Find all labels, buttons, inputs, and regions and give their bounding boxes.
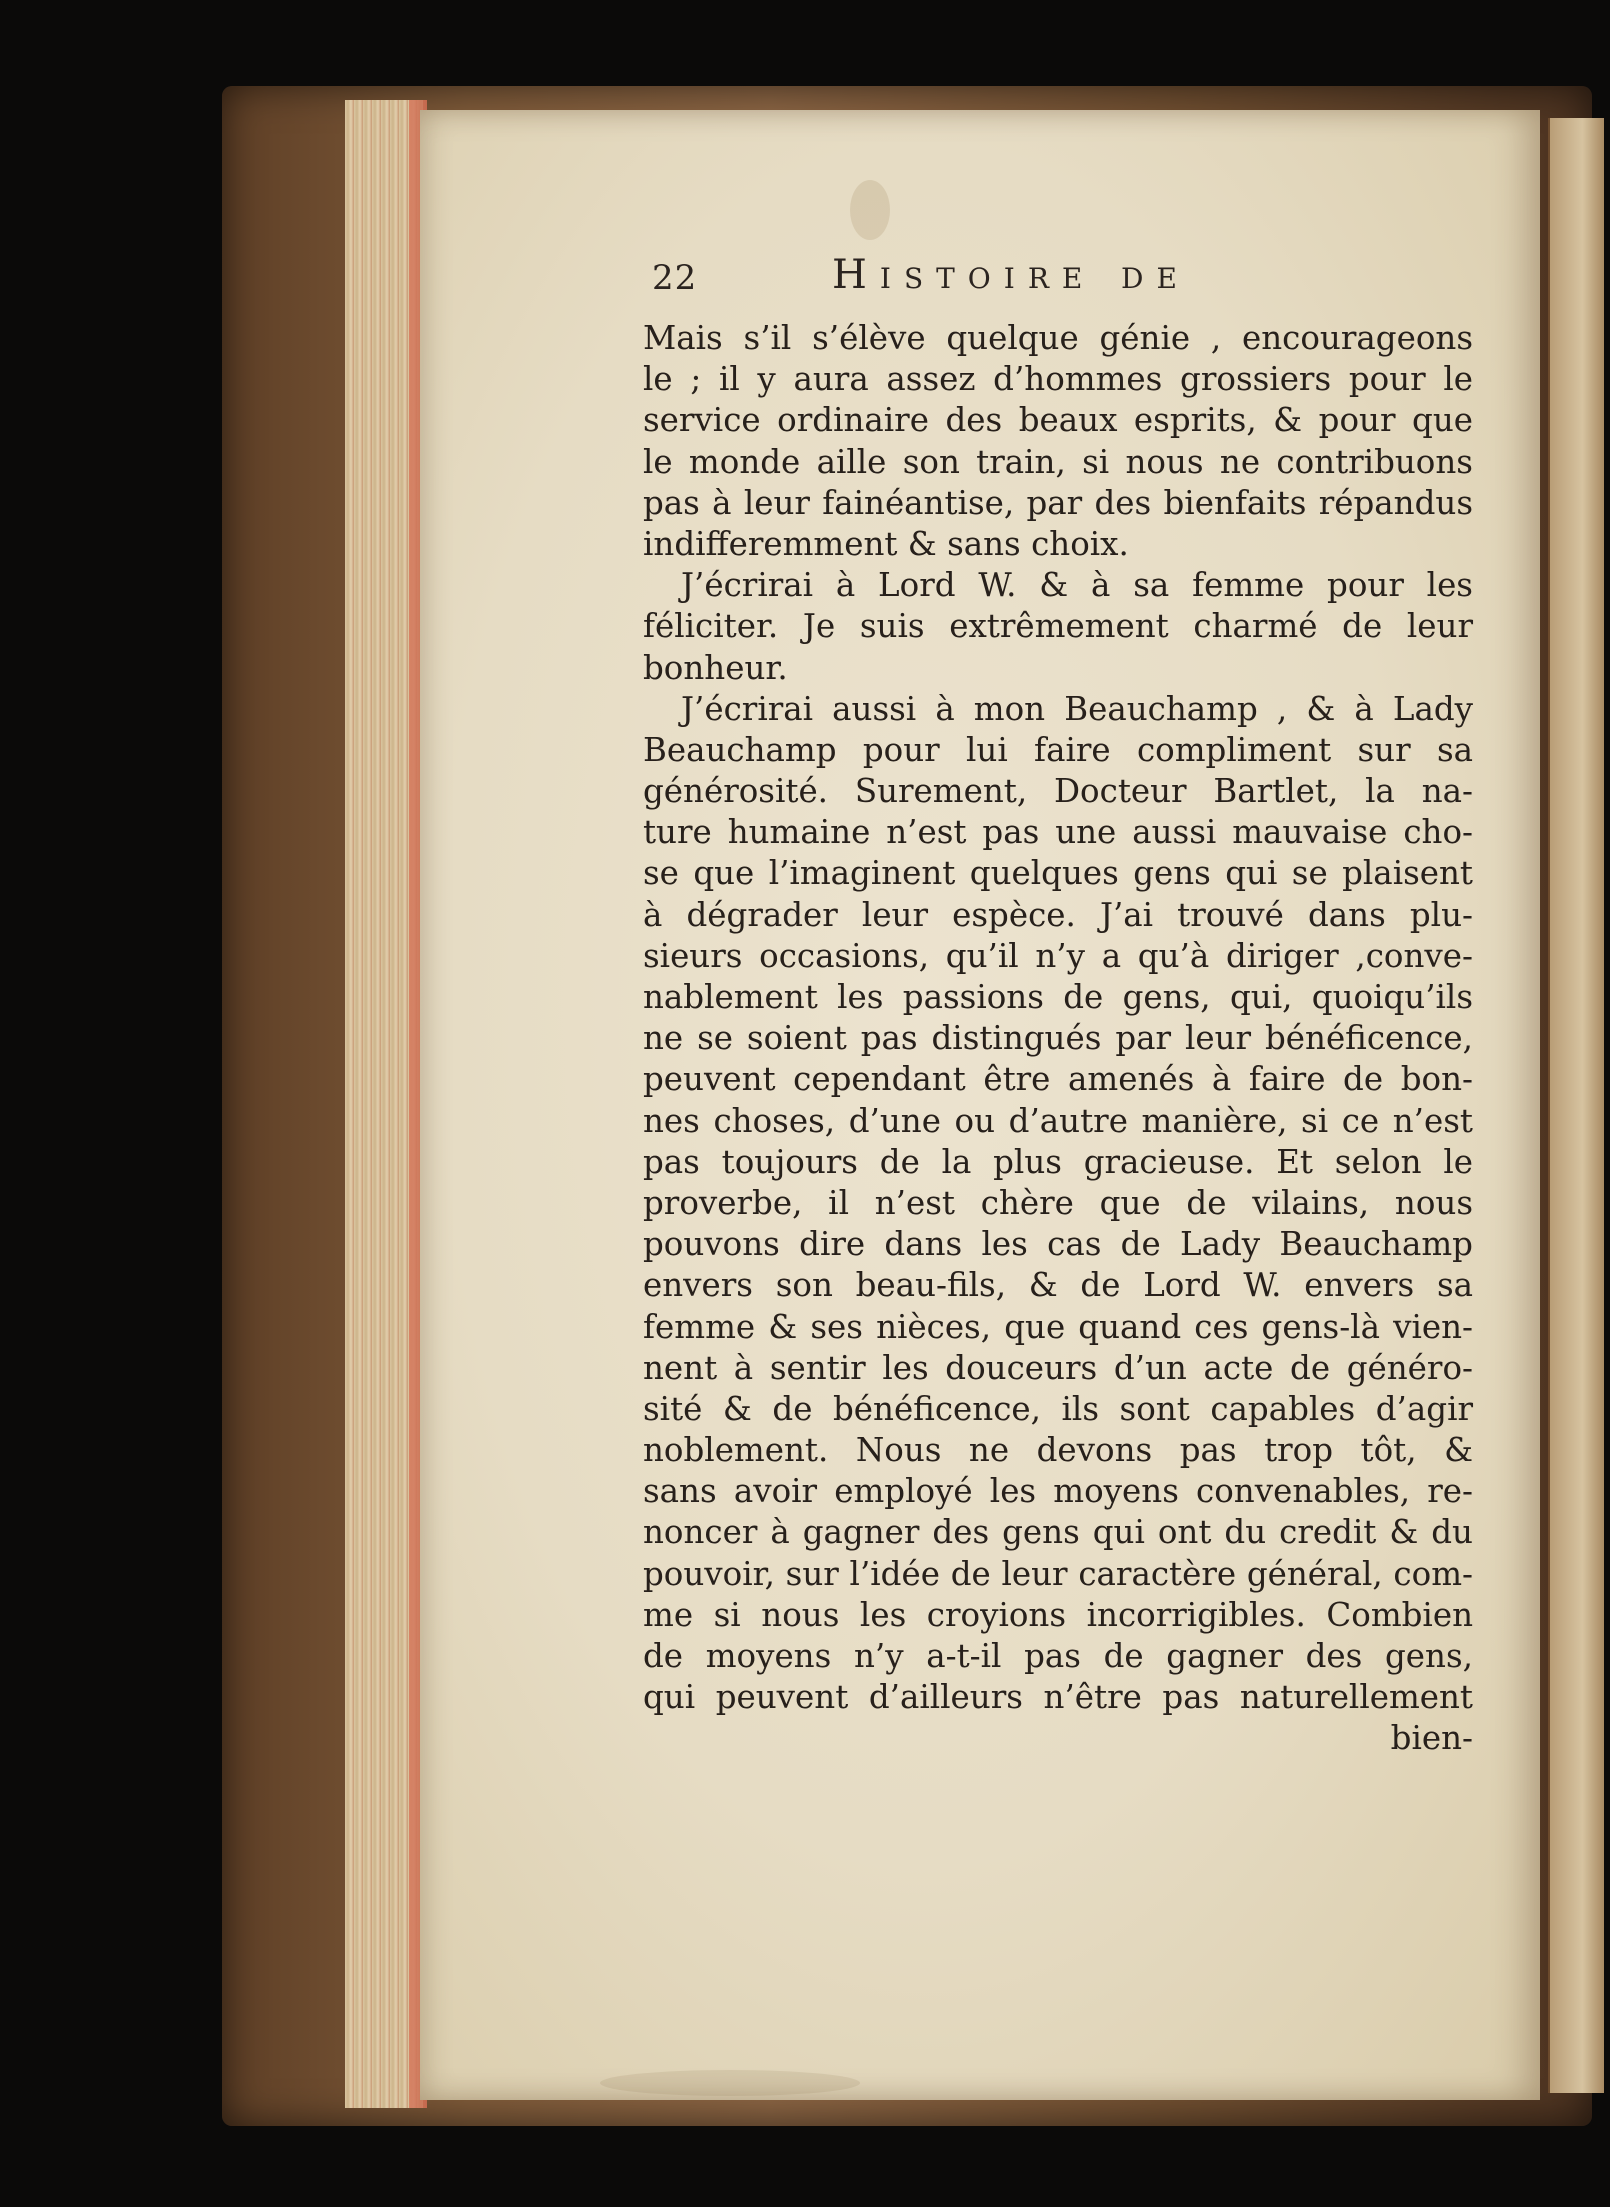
text-line: le ; il y aura assez d’hommes grossiers pour le bbox=[643, 360, 1473, 399]
text-line: Beauchamp pour lui faire compliment sur sa bbox=[643, 730, 1473, 769]
text-line: noblement. Nous ne devons pas trop tôt, & bbox=[643, 1431, 1473, 1470]
text-line: pas toujours de la plus gracieuse. Et selon le bbox=[643, 1142, 1473, 1181]
text-line: nes choses, d’une ou d’autre manière, si ce n’est bbox=[643, 1101, 1473, 1140]
text-line: féliciter. Je suis extrêmement charmé de leur bbox=[643, 607, 1473, 646]
text-line: pas à leur fainéantise, par des bienfaits répandus bbox=[643, 483, 1473, 522]
text-line: sité & de bénéficence, ils sont capables d’agir bbox=[643, 1389, 1473, 1428]
text-line: peuvent cependant être amenés à faire de bon- bbox=[643, 1060, 1473, 1099]
text-line: générosité. Surement, Docteur Bartlet, la na- bbox=[643, 772, 1473, 811]
text-line: femme & ses nièces, que quand ces gens-là vien- bbox=[643, 1307, 1473, 1346]
text-line: nablement les passions de gens, qui, quoiqu’ils bbox=[643, 978, 1473, 1016]
text-line: se que l’imaginent quelques gens qui se plaisent bbox=[643, 854, 1473, 893]
text-line: bonheur. bbox=[643, 648, 788, 687]
text-line: ture humaine n’est pas une aussi mauvaise cho- bbox=[643, 813, 1473, 852]
text-line: me si nous les croyions incorrigibles. Combien bbox=[643, 1595, 1473, 1634]
text-line: J’écrirai à Lord W. & à sa femme pour les bbox=[681, 566, 1473, 605]
text-line: Mais s’il s’élève quelque génie , encourageons bbox=[643, 319, 1473, 357]
text-line: pouvoir, sur l’idée de leur caractère général, com- bbox=[643, 1554, 1473, 1593]
text-line: noncer à gagner des gens qui ont du credit & du bbox=[643, 1513, 1473, 1552]
paper-stain bbox=[600, 2070, 860, 2096]
page-header bbox=[652, 252, 1472, 312]
text-line: J’écrirai aussi à mon Beauchamp , & à Lady bbox=[681, 689, 1473, 728]
text-line: qui peuvent d’ailleurs n’être pas naturellement bbox=[643, 1678, 1473, 1717]
text-line: indifferemment & sans choix. bbox=[643, 524, 1129, 563]
text-line: le monde aille son train, si nous ne contribuons bbox=[643, 442, 1473, 481]
page-edges bbox=[345, 100, 427, 2108]
text-line: de moyens n’y a-t-il pas de gagner des gens, bbox=[643, 1637, 1473, 1675]
text-line: proverbe, il n’est chère que de vilains, nous bbox=[643, 1183, 1473, 1222]
running-head: Histoire de bbox=[832, 252, 1190, 298]
text-line: sieurs occasions, qu’il n’y a qu’à diriger ,conve- bbox=[643, 936, 1473, 975]
text-line: sans avoir employé les moyens convenables, re- bbox=[643, 1472, 1473, 1511]
text-line: ne se soient pas distingués par leur bénéficence, bbox=[643, 1019, 1473, 1058]
text-line: service ordinaire des beaux esprits, & pour que bbox=[643, 401, 1473, 440]
text-line: pouvons dire dans les cas de Lady Beauchamp bbox=[643, 1225, 1473, 1264]
text-line: à dégrader leur espèce. J’ai trouvé dans plu- bbox=[643, 895, 1473, 934]
paper-stain bbox=[850, 180, 890, 240]
facing-page-edge bbox=[1548, 118, 1604, 2093]
text-line: envers son beau-fils, & de Lord W. envers sa bbox=[643, 1266, 1473, 1305]
page-number: 22 bbox=[652, 258, 698, 298]
text-line: nent à sentir les douceurs d’un acte de généro- bbox=[643, 1348, 1473, 1387]
body-text bbox=[643, 318, 1473, 1760]
catchword: bien- bbox=[1390, 1719, 1473, 1758]
